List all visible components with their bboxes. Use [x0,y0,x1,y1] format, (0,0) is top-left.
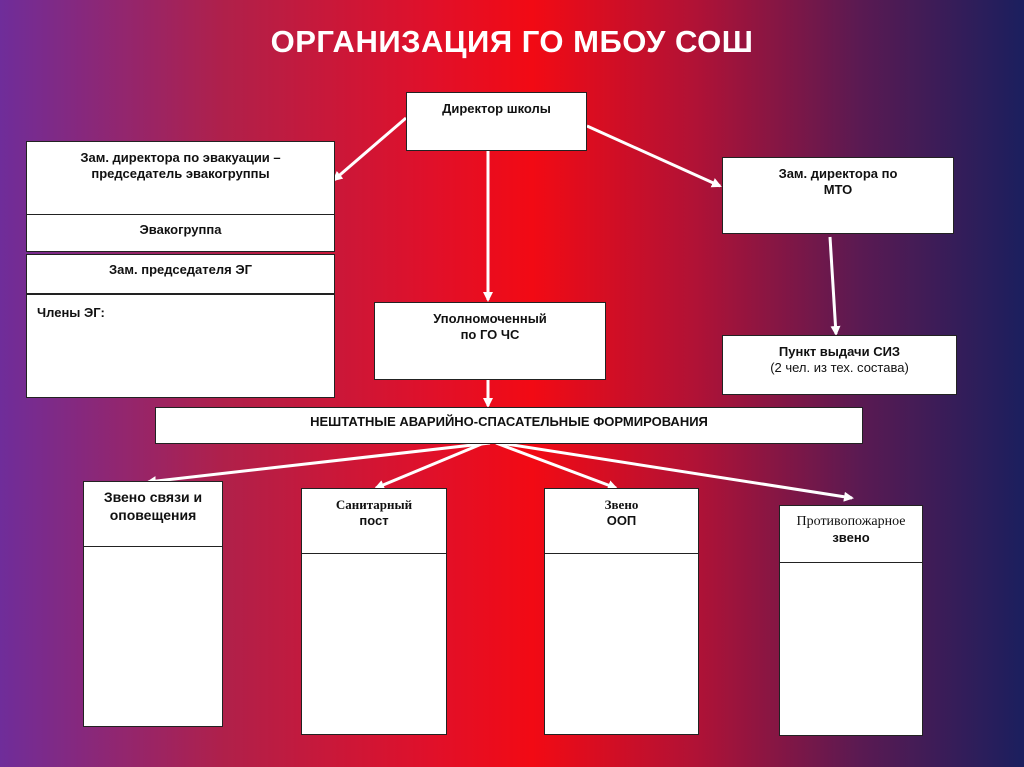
arrow-formations-to-oop [496,443,616,488]
fire-unit-label-2: звено [832,530,870,545]
arrow-formations-to-sanitary [376,443,484,488]
members-box [26,294,335,398]
authorized-label-1: Уполномоченный [433,311,547,326]
deputy-evac-label-1: Зам. директора по эвакуации – [80,150,281,165]
fire-unit-header [780,506,922,563]
director-label: Директор школы [442,101,551,116]
fire-unit-label-1: Противопожарное [796,514,906,529]
comm-unit-header [84,482,222,547]
comm-unit-label-2: оповещения [109,507,197,523]
comm-unit-label-1: Звено связи и [103,489,203,505]
formations-label: НЕШТАТНЫЕ АВАРИЙНО-СПАСАТЕЛЬНЫЕ ФОРМИРОВАНИЯ [310,414,708,429]
sanitary-label-1: Санитарный [335,497,413,512]
ppe-point-label-1: Пункт выдачи СИЗ [778,344,901,359]
deputy-evac-label-2: председатель эвакогруппы [91,166,270,181]
evac-group-label: Эвакогруппа [139,222,222,237]
formations-box [155,407,863,444]
deputy-mto-label-2: МТО [823,182,853,197]
ppe-point-box [722,335,957,395]
director-box [406,92,587,151]
deputy-mto-box [722,157,954,234]
sanitary-box [301,488,447,735]
arrow-director-to-mto [587,126,720,186]
sanitary-header [302,489,446,554]
authorized-box [374,302,606,380]
deputy-mto-label-1: Зам. директора по [778,166,898,181]
arrow-formations-to-comm [148,443,490,482]
evac-group-box [26,214,335,252]
authorized-label-2: по ГО ЧС [460,327,520,342]
deputy-chair-box [26,254,335,294]
deputy-chair-label: Зам. председателя ЭГ [109,262,252,277]
ppe-point-label-2: (2 чел. из тех. состава) [770,360,909,375]
deputy-evac-box [26,141,335,215]
arrow-director-to-evac [334,118,406,180]
members-label: Члены ЭГ: [37,305,105,320]
slide-title: ОРГАНИЗАЦИЯ ГО МБОУ СОШ [270,24,754,59]
comm-unit-box [83,481,223,727]
oop-unit-box [544,488,699,735]
arrow-mto-to-ppe [830,237,836,334]
oop-unit-header [545,489,698,554]
fire-unit-box [779,505,923,736]
sanitary-label-2: пост [359,513,389,528]
oop-unit-label-2: ООП [606,513,637,528]
oop-unit-label-1: Звено [604,497,639,512]
